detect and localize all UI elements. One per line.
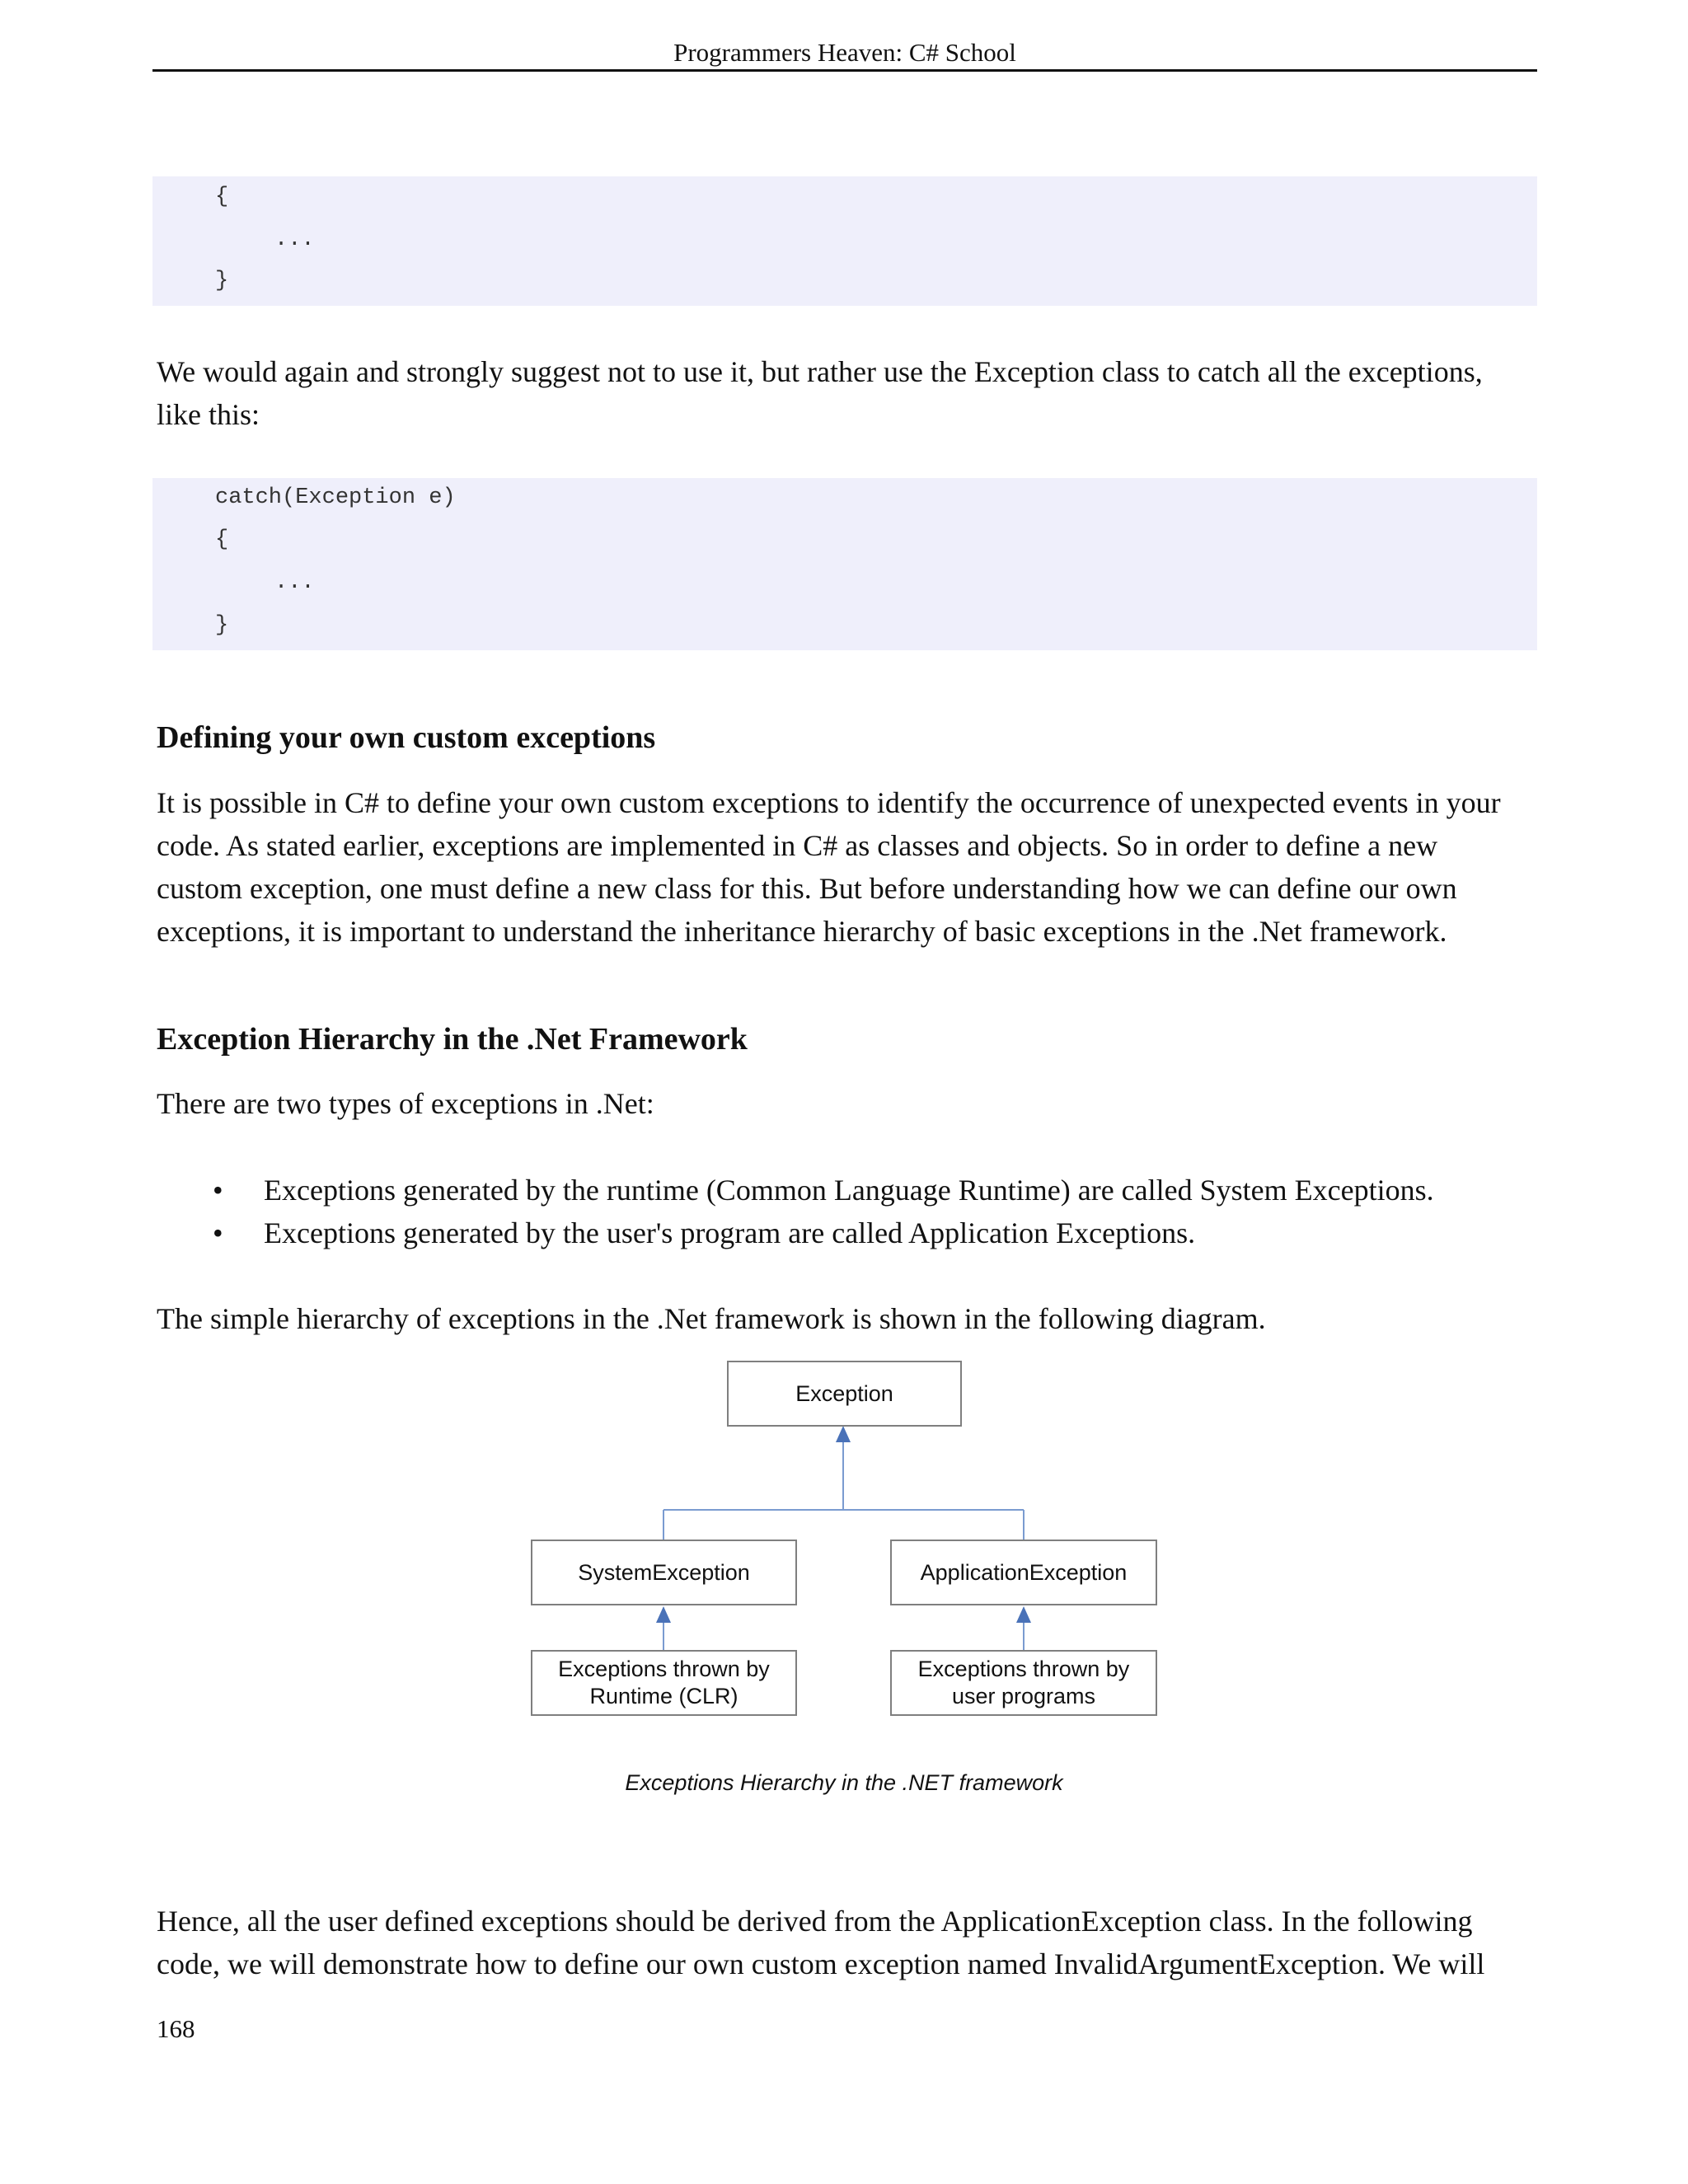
node-text-line: Runtime (CLR)	[589, 1684, 738, 1708]
node-text-line: Exceptions thrown by	[917, 1657, 1130, 1681]
list-item-text: Exceptions generated by the runtime (Common Language Runtime) are called System Exceptions.	[264, 1174, 1434, 1207]
paragraph-line: exceptions, it is important to understand the inheritance hierarchy of basic exceptions in the .Net framework.	[157, 915, 1447, 948]
arrowhead-icon	[656, 1606, 671, 1623]
node-application-exception: ApplicationException	[890, 1540, 1157, 1605]
running-header: Programmers Heaven: C# School	[673, 38, 1016, 67]
code-line: catch(Exception e)	[215, 485, 456, 510]
paragraph-line: It is possible in C# to define your own custom exceptions to identify the occurrence of unexpected events in your	[157, 786, 1501, 819]
paragraph-line: custom exception, one must define a new class for this. But before understanding how we can define our own	[157, 872, 1457, 905]
hierarchy-intro: There are two types of exceptions in .Net:	[157, 1087, 654, 1120]
node-system-exception: SystemException	[531, 1540, 797, 1605]
node-user-exceptions	[890, 1650, 1157, 1716]
section-heading-exception-hierarchy: Exception Hierarchy in the .Net Framework	[157, 1022, 748, 1057]
diagram-intro: The simple hierarchy of exceptions in the .Net framework is shown in the following diagram.	[157, 1302, 1266, 1335]
paragraph-line: code, we will demonstrate how to define our own custom exception named InvalidArgumentException. We will	[157, 1947, 1485, 1980]
code-line: {	[215, 185, 229, 209]
section-heading-custom-exceptions: Defining your own custom exceptions	[157, 720, 656, 755]
code-line: ...	[274, 227, 315, 252]
paragraph-line: We would again and strongly suggest not to use it, but rather use the Exception class to catch all the exceptions,	[157, 355, 1483, 388]
code-line: }	[215, 613, 229, 638]
bullet-icon: •	[213, 1174, 223, 1207]
code-line: ...	[274, 570, 315, 595]
node-text-line: user programs	[951, 1684, 1096, 1708]
paragraph-line: code. As stated earlier, exceptions are implemented in C# as classes and objects. So in order to define a new	[157, 829, 1438, 862]
page-number: 168	[157, 2014, 195, 2043]
paragraph-line: Hence, all the user defined exceptions should be derived from the ApplicationException class. In the following	[157, 1905, 1473, 1938]
code-line: }	[215, 269, 229, 293]
code-line: {	[215, 527, 229, 552]
diagram-caption: Exceptions Hierarchy in the .NET framework	[625, 1770, 1063, 1795]
node-runtime-exceptions	[531, 1650, 797, 1716]
node-exception: Exception	[727, 1361, 962, 1427]
paragraph-line: like this:	[157, 398, 260, 431]
bullet-icon: •	[213, 1216, 223, 1249]
list-item-text: Exceptions generated by the user's program are called Application Exceptions.	[264, 1216, 1196, 1249]
node-text-line: Exceptions thrown by	[558, 1657, 770, 1681]
arrowhead-icon	[1016, 1606, 1031, 1623]
arrowhead-icon	[836, 1426, 851, 1442]
